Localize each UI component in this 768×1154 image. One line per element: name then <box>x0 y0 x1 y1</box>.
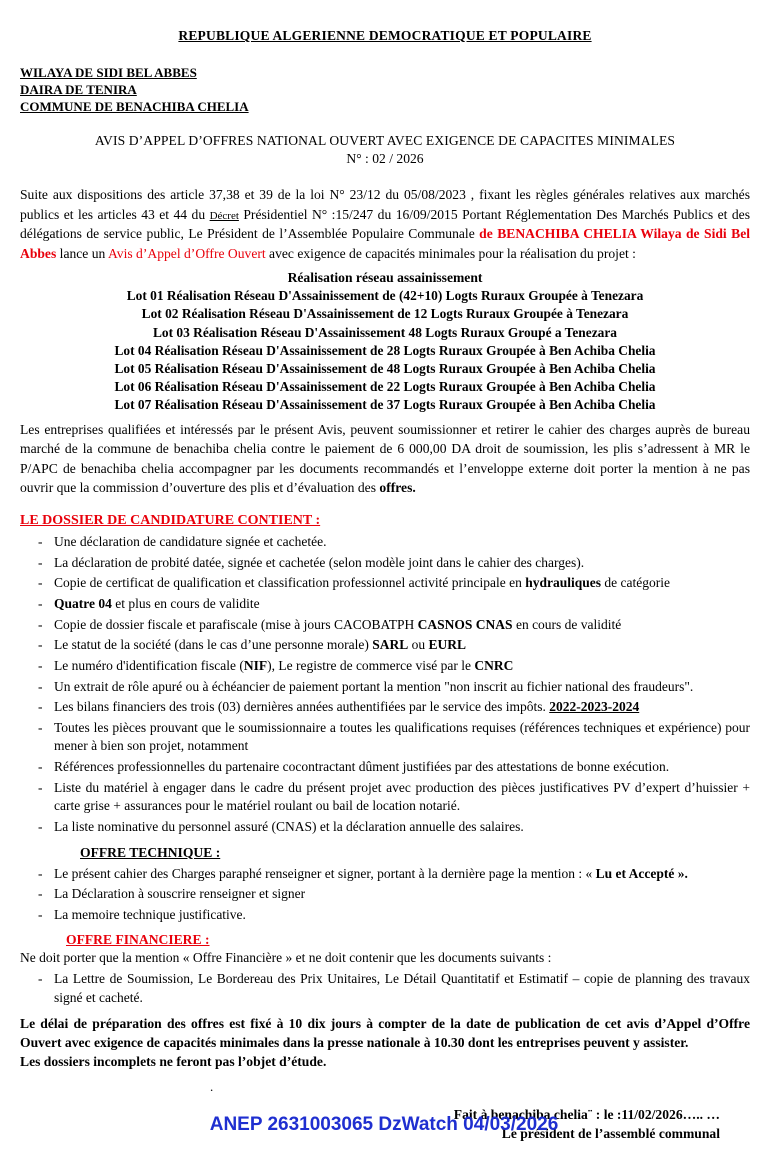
notice-title: AVIS D’APPEL D’OFFRES NATIONAL OUVERT AVEC EXIGENCE DE CAPACITES MINIMALES <box>94 133 676 149</box>
list-item <box>20 698 750 717</box>
list-item-text: La Lettre de Soumission, Le Bordereau des Prix Unitaires, Le Détail Quantitatif et Estimatif – copie de planning des travaux signé et cacheté. <box>54 971 750 1006</box>
list-item <box>20 970 750 1007</box>
list-item-emphasis: CASNOS CNAS <box>417 616 513 632</box>
list-item <box>20 719 750 756</box>
list-item-text: en cours de validité <box>512 616 622 632</box>
list-item-text: ou <box>408 637 429 653</box>
list-item-text: ». <box>674 865 688 881</box>
list-item <box>20 574 750 593</box>
list-item <box>20 616 750 635</box>
list-item-text: Le numéro d'identification fiscale ( <box>54 657 244 673</box>
list-item-emphasis: CNRC <box>474 657 514 673</box>
list-item <box>20 657 750 676</box>
list-item-emphasis: EURL <box>428 637 467 653</box>
anep-footer: ANEP 2631003065 DzWatch 04/03/2026 <box>209 1114 559 1136</box>
lot-item: Lot 03 Réalisation Réseau D'Assainissement 48 Logts Ruraux Groupé a Tenezara <box>153 324 617 340</box>
wilaya-line: WILAYA DE SIDI BEL ABBES <box>20 65 197 80</box>
lot-item: Lot 06 Réalisation Réseau D'Assainissement de 22 Logts Ruraux Groupée à Ben Achiba Chelia <box>114 378 656 394</box>
dossier-list <box>20 533 750 836</box>
list-item-emphasis: 2022-2023-2024 <box>549 699 640 715</box>
list-item-text: La Déclaration à souscrire renseigner et signer <box>54 886 306 902</box>
list-item-text: Toutes les pièces prouvant que le soumissionnaire a toutes les qualifications requises (références techniques et expérience) pour mener à bien son projet, notamment <box>54 719 750 754</box>
list-item-text: Copie de dossier fiscale et parafiscale (mise à jours CACOBATPH <box>54 616 418 632</box>
list-item-emphasis: hydrauliques <box>525 575 601 591</box>
offre-technique-list <box>20 865 750 925</box>
list-item <box>20 595 750 614</box>
closing-incomplete: Les dossiers incomplets ne feront pas l’objet d’étude. <box>20 1053 327 1069</box>
list-item <box>20 678 750 697</box>
lot-item: Lot 04 Réalisation Réseau D'Assainissement de 28 Logts Ruraux Groupée à Ben Achiba Chelia <box>114 342 656 358</box>
list-item <box>20 906 750 925</box>
list-item-text: de catégorie <box>600 575 670 591</box>
list-item-emphasis: SARL <box>372 637 409 653</box>
list-item-text: Liste du matériel à engager dans le cadre du présent projet avec production des pièces justificatives PV d’expert d’huissier + carte grise + assurances pour le matériel roulant ou bail de location notarié. <box>54 779 750 814</box>
admin-header-block <box>20 64 750 115</box>
list-item <box>20 758 750 777</box>
lot-item: Lot 01 Réalisation Réseau D'Assainissement de (42+10) Logts Ruraux Groupée à Tenezara <box>126 288 644 304</box>
closing-block <box>20 1014 750 1071</box>
submission-text: Les entreprises qualifiées et intéressés par le présent Avis, peuvent soumissionner et retirer le cahier des charges auprès de bureau marché de la commune de benachiba chelia contre le paiement de 6 000,00 DA droit de soumission, les plis s’adressent à MR le P/APC de benachiba chelia accompagner par les documents recommandés et l’enveloppe externe doit porter la mention à ne pas ouvrir que la commission d’ouverture des plis et d’évaluation des <box>20 421 750 495</box>
list-item-text: et plus en cours de validite <box>111 596 260 612</box>
list-item-text: Copie de certificat de qualification et classification professionnel activité principale en <box>54 575 526 591</box>
intro-part-c: lance un <box>56 245 108 261</box>
offre-financiere-intro: Ne doit porter que la mention « Offre Financière » et ne doit contenir que les documents suivants : <box>20 950 552 966</box>
list-item-emphasis: NIF <box>243 657 268 673</box>
page-title: REPUBLIQUE ALGERIENNE DEMOCRATIQUE ET POPULAIRE <box>178 28 592 43</box>
commune-highlight: de BENACHIBA CHELIA Wilaya de Sidi Bel Abbes <box>20 226 750 261</box>
list-item <box>20 533 750 552</box>
list-item <box>20 636 750 655</box>
dossier-section-title: LE DOSSIER DE CANDIDATURE CONTIENT : <box>20 513 321 529</box>
list-item-text: Une déclaration de candidature signée et cachetée. <box>54 534 327 550</box>
decret-word: Décret <box>209 209 239 222</box>
stray-dot: . <box>210 1078 214 1094</box>
list-item-text: Références professionnelles du partenaire cocontractant dûment justifiées par des attestations de bonne exécution. <box>54 759 670 775</box>
lots-block <box>20 269 750 414</box>
list-item-text: Un extrait de rôle apuré ou à échéancier de paiement portant la mention "non inscrit au fichier national des fraudeurs". <box>54 678 694 694</box>
offre-financiere-title: OFFRE FINANCIERE : <box>66 932 210 948</box>
list-item-text: ), Le registre de commerce visé par le <box>267 657 475 673</box>
list-item-text: La liste nominative du personnel assuré (CNAS) et la déclaration annuelle des salaires. <box>54 818 524 834</box>
lots-heading: Réalisation réseau assainissement <box>287 269 483 285</box>
list-item-text: Le présent cahier des Charges paraphé renseigner et signer, portant à la dernière page la mention : « <box>54 865 596 881</box>
intro-part-d: avec exigence de capacités minimales pour la réalisation du projet : <box>265 245 636 261</box>
list-item <box>20 885 750 904</box>
list-item <box>20 779 750 816</box>
commune-line: COMMUNE DE BENACHIBA CHELIA <box>20 99 249 115</box>
signature-place-date: Fait à benachiba chelia¨ : le :11/02/2026….. … <box>453 1106 720 1122</box>
list-item-emphasis: Quatre 04 <box>54 596 112 612</box>
list-item-text: La memoire technique justificative. <box>54 906 246 922</box>
list-item <box>20 818 750 837</box>
signature-title: Le président de l’assemblé communal <box>501 1126 720 1142</box>
offre-financiere-list <box>20 970 750 1007</box>
intro-part-a: Suite aux dispositions des article 37,38 et 39 de la loi N° 23/12 du 05/08/2023 , fixant les règles générales relatives aux marchés publics et les articles 43 et 44 du <box>20 187 750 222</box>
list-item <box>20 554 750 573</box>
list-item <box>20 865 750 884</box>
lot-item: Lot 07 Réalisation Réseau D'Assainissement de 37 Logts Ruraux Groupée à Ben Achiba Chelia <box>114 396 656 412</box>
intro-part-b: Présidentiel N° :15/247 du 16/09/2015 Portant Réglementation Des Marchés Publics et des délégations de service public, Le Président de l’Assemblée Populaire Communale <box>20 206 750 242</box>
closing-delay: Le délai de préparation des offres est fixé à 10 dix jours à compter de la date de publication de cet avis d’Appel d’Offre Ouvert avec exigence de capacités minimales dans la presse nationale à 10.30 dont les entreprises peuvent y assister. <box>20 1015 750 1050</box>
lot-item: Lot 05 Réalisation Réseau D'Assainissement de 48 Logts Ruraux Groupée à Ben Achiba Chelia <box>114 360 656 376</box>
lot-item: Lot 02 Réalisation Réseau D'Assainissement de 12 Logts Ruraux Groupée à Tenezara <box>141 306 629 322</box>
offre-technique-title: OFFRE TECHNIQUE : <box>80 844 221 860</box>
daira-line: DAIRA DE TENIRA <box>20 82 137 98</box>
notice-number: N° : 02 / 2026 <box>346 151 424 167</box>
list-item-emphasis: Lu et Accepté <box>595 865 675 881</box>
submission-text-bold: offres. <box>379 479 416 495</box>
list-item-text: La déclaration de probité datée, signée et cachetée (selon modèle joint dans le cahier des charges). <box>54 554 585 570</box>
intro-paragraph <box>20 185 750 263</box>
offre-highlight: Avis d’Appel d’Offre Ouvert <box>107 245 266 261</box>
submission-paragraph <box>20 420 750 497</box>
list-item-text: Les bilans financiers des trois (03) dernières années authentifiées par le service des impôts. <box>54 699 550 715</box>
list-item-text: Le statut de la société (dans le cas d’une personne morale) <box>54 637 373 653</box>
